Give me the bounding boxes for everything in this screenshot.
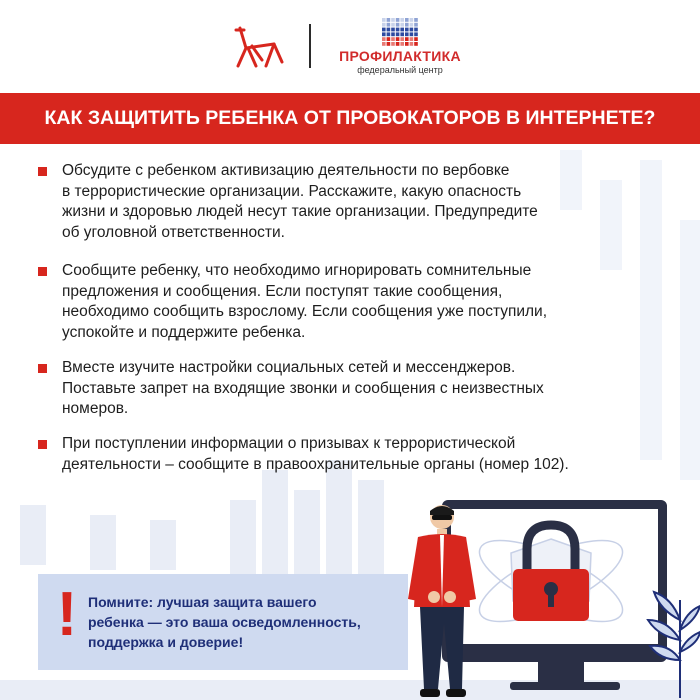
bullet-marker bbox=[38, 167, 47, 176]
logo-grid-cell bbox=[382, 28, 386, 32]
header bbox=[0, 0, 700, 88]
logo-grid-cell bbox=[387, 37, 391, 41]
logo-grid-cell bbox=[396, 18, 400, 22]
logo-grid-cell bbox=[391, 32, 395, 36]
logo-grid-cell bbox=[400, 32, 404, 36]
logo-grid-cell bbox=[382, 37, 386, 41]
logo-subtitle: федеральный центр bbox=[357, 65, 443, 75]
padlock-icon bbox=[451, 509, 658, 644]
logo-grid-cell bbox=[410, 37, 414, 41]
background-decoration bbox=[326, 460, 352, 580]
grid-logo-icon bbox=[382, 18, 420, 48]
bullet-marker bbox=[38, 267, 47, 276]
logo-grid-cell bbox=[410, 32, 414, 36]
logo-grid-cell bbox=[382, 18, 386, 22]
reminder-line: ребенка — это ваша осведомленность, bbox=[88, 614, 361, 630]
logo-grid-cell bbox=[405, 28, 409, 32]
bullet-line: необходимо сообщить взрослому. Если сообщения уже поступили, bbox=[62, 303, 548, 320]
bullet-line: Вместе изучите настройки социальных сетей и мессенджеров. bbox=[62, 359, 516, 376]
logo-grid-cell bbox=[405, 18, 409, 22]
logo-grid-cell bbox=[387, 42, 391, 46]
page-title: КАК ЗАЩИТИТЬ РЕБЕНКА ОТ ПРОВОКАТОРОВ В ИНТЕРНЕТЕ? bbox=[44, 107, 656, 129]
logo-grid-cell bbox=[405, 42, 409, 46]
background-decoration bbox=[20, 505, 46, 565]
monitor-stand-base bbox=[510, 682, 620, 690]
logo-grid-cell bbox=[391, 28, 395, 32]
bullet-marker bbox=[38, 364, 47, 373]
background-decoration bbox=[90, 515, 116, 570]
logo-grid-cell bbox=[410, 28, 414, 32]
logo-grid-cell bbox=[400, 18, 404, 22]
background-decoration bbox=[262, 470, 288, 580]
logo-grid-cell bbox=[414, 42, 418, 46]
logo-grid-cell bbox=[405, 23, 409, 27]
logo-grid-cell bbox=[391, 37, 395, 41]
bullet-line: Сообщите ребенку, что необходимо игнорировать сомнительные bbox=[62, 262, 532, 279]
logo-grid-cell bbox=[387, 18, 391, 22]
logo-grid-cell bbox=[391, 23, 395, 27]
monitor-stand bbox=[538, 662, 584, 684]
title-banner bbox=[0, 93, 700, 144]
background-decoration bbox=[680, 220, 700, 480]
logo-grid-cell bbox=[387, 28, 391, 32]
bullet-line: предложения и сообщения. Если поступят такие сообщения, bbox=[62, 282, 503, 300]
logo-grid-cell bbox=[410, 23, 414, 27]
reminder-line: Помните: лучшая защита вашего bbox=[88, 594, 317, 610]
exclamation-icon: ! bbox=[56, 580, 78, 649]
logo-grid-cell bbox=[400, 37, 404, 41]
logo-grid-cell bbox=[382, 32, 386, 36]
logo-name: ПРОФИЛАКТИКА bbox=[339, 48, 461, 64]
bullet-line: в террористические организации. Расскажите, какую опасность bbox=[62, 182, 522, 200]
background-decoration bbox=[150, 520, 176, 570]
logo-grid-cell bbox=[387, 23, 391, 27]
reminder-box bbox=[38, 574, 408, 670]
logo-grid-cell bbox=[405, 32, 409, 36]
reminder-line: поддержка и доверие! bbox=[88, 634, 244, 650]
logo-grid-cell bbox=[396, 32, 400, 36]
header-separator bbox=[309, 24, 311, 68]
plant-illustration bbox=[640, 580, 700, 700]
bullet-line: номеров. bbox=[62, 400, 129, 417]
logo-grid-cell bbox=[405, 37, 409, 41]
bullet-line: успокойте и поддержите ребенка. bbox=[62, 323, 306, 341]
chair-logo-icon bbox=[226, 22, 290, 70]
bullet-line: Поставьте запрет на входящие звонки и сообщения с неизвестных bbox=[62, 379, 544, 397]
security-agent-illustration bbox=[404, 503, 480, 700]
logo-grid-cell bbox=[414, 37, 418, 41]
background-decoration bbox=[358, 480, 384, 580]
logo-grid-cell bbox=[410, 18, 414, 22]
logo-grid-cell bbox=[396, 37, 400, 41]
logo-grid-cell bbox=[387, 32, 391, 36]
bullet-line: жизни и здоровью людей несут такие организации. Предупредите bbox=[62, 203, 538, 220]
logo-grid-cell bbox=[400, 23, 404, 27]
logo-grid-cell bbox=[391, 42, 395, 46]
logo-grid-cell bbox=[414, 28, 418, 32]
bullet-line: Обсудите с ребенком активизацию деятельности по вербовке bbox=[62, 162, 510, 179]
bullet-line: деятельности – сообщите в правоохранительные органы (номер 102). bbox=[62, 455, 569, 473]
logo-grid-cell bbox=[396, 28, 400, 32]
logo-grid-cell bbox=[400, 28, 404, 32]
background-decoration bbox=[230, 500, 256, 580]
background-decoration bbox=[294, 490, 320, 580]
bullet-line: об уголовной ответственности. bbox=[62, 223, 285, 241]
logo-grid-cell bbox=[391, 18, 395, 22]
logo-grid-cell bbox=[414, 18, 418, 22]
logo-grid-cell bbox=[382, 23, 386, 27]
logo-grid-cell bbox=[414, 23, 418, 27]
profilaktika-logo bbox=[330, 18, 470, 78]
logo-grid-cell bbox=[414, 32, 418, 36]
logo-grid-cell bbox=[396, 42, 400, 46]
logo-grid-cell bbox=[382, 42, 386, 46]
bullet-line: При поступлении информации о призывах к террористической bbox=[62, 435, 516, 452]
logo-grid-cell bbox=[396, 23, 400, 27]
logo-grid-cell bbox=[410, 42, 414, 46]
logo-grid-cell bbox=[400, 42, 404, 46]
bullet-marker bbox=[38, 440, 47, 449]
